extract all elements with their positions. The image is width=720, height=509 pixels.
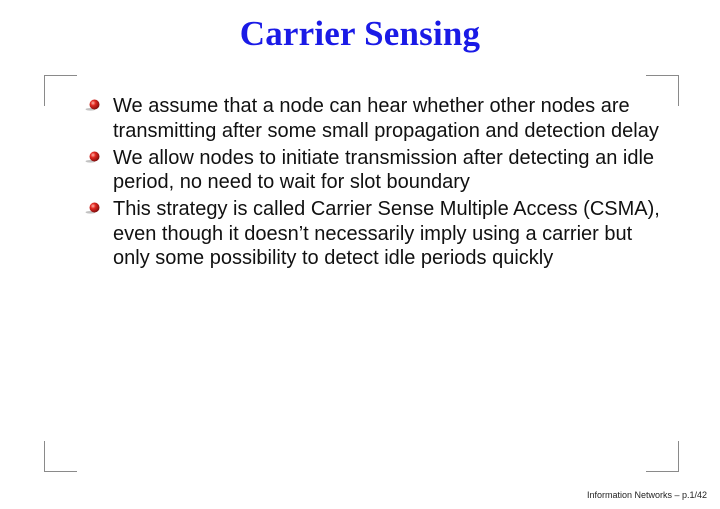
bullet-item	[84, 146, 664, 195]
bullet-item	[84, 94, 664, 143]
bullet-list	[84, 94, 664, 273]
footer-page-info: Information Networks – p.1/42	[586, 490, 707, 500]
red-ball-bullet-icon	[85, 202, 101, 214]
bullet-text: We assume that a node can hear whether other nodes are transmitting after some small propagation and detection delay	[113, 95, 659, 142]
red-ball-bullet-icon	[85, 151, 101, 163]
bullet-text: This strategy is called Carrier Sense Multiple Access (CSMA), even though it doesn’t necessarily imply using a carrier but only some possibility to detect idle periods quickly	[113, 198, 660, 269]
slide-title: Carrier Sensing	[239, 14, 481, 53]
bullet-item	[84, 197, 664, 271]
red-ball-bullet-icon	[85, 99, 101, 111]
bullet-text: We allow nodes to initiate transmission after detecting an idle period, no need to wait for slot boundary	[113, 146, 655, 193]
frame-corner-top-left	[44, 75, 77, 106]
frame-corner-bottom-left	[44, 441, 77, 472]
frame-corner-bottom-right	[646, 441, 679, 472]
